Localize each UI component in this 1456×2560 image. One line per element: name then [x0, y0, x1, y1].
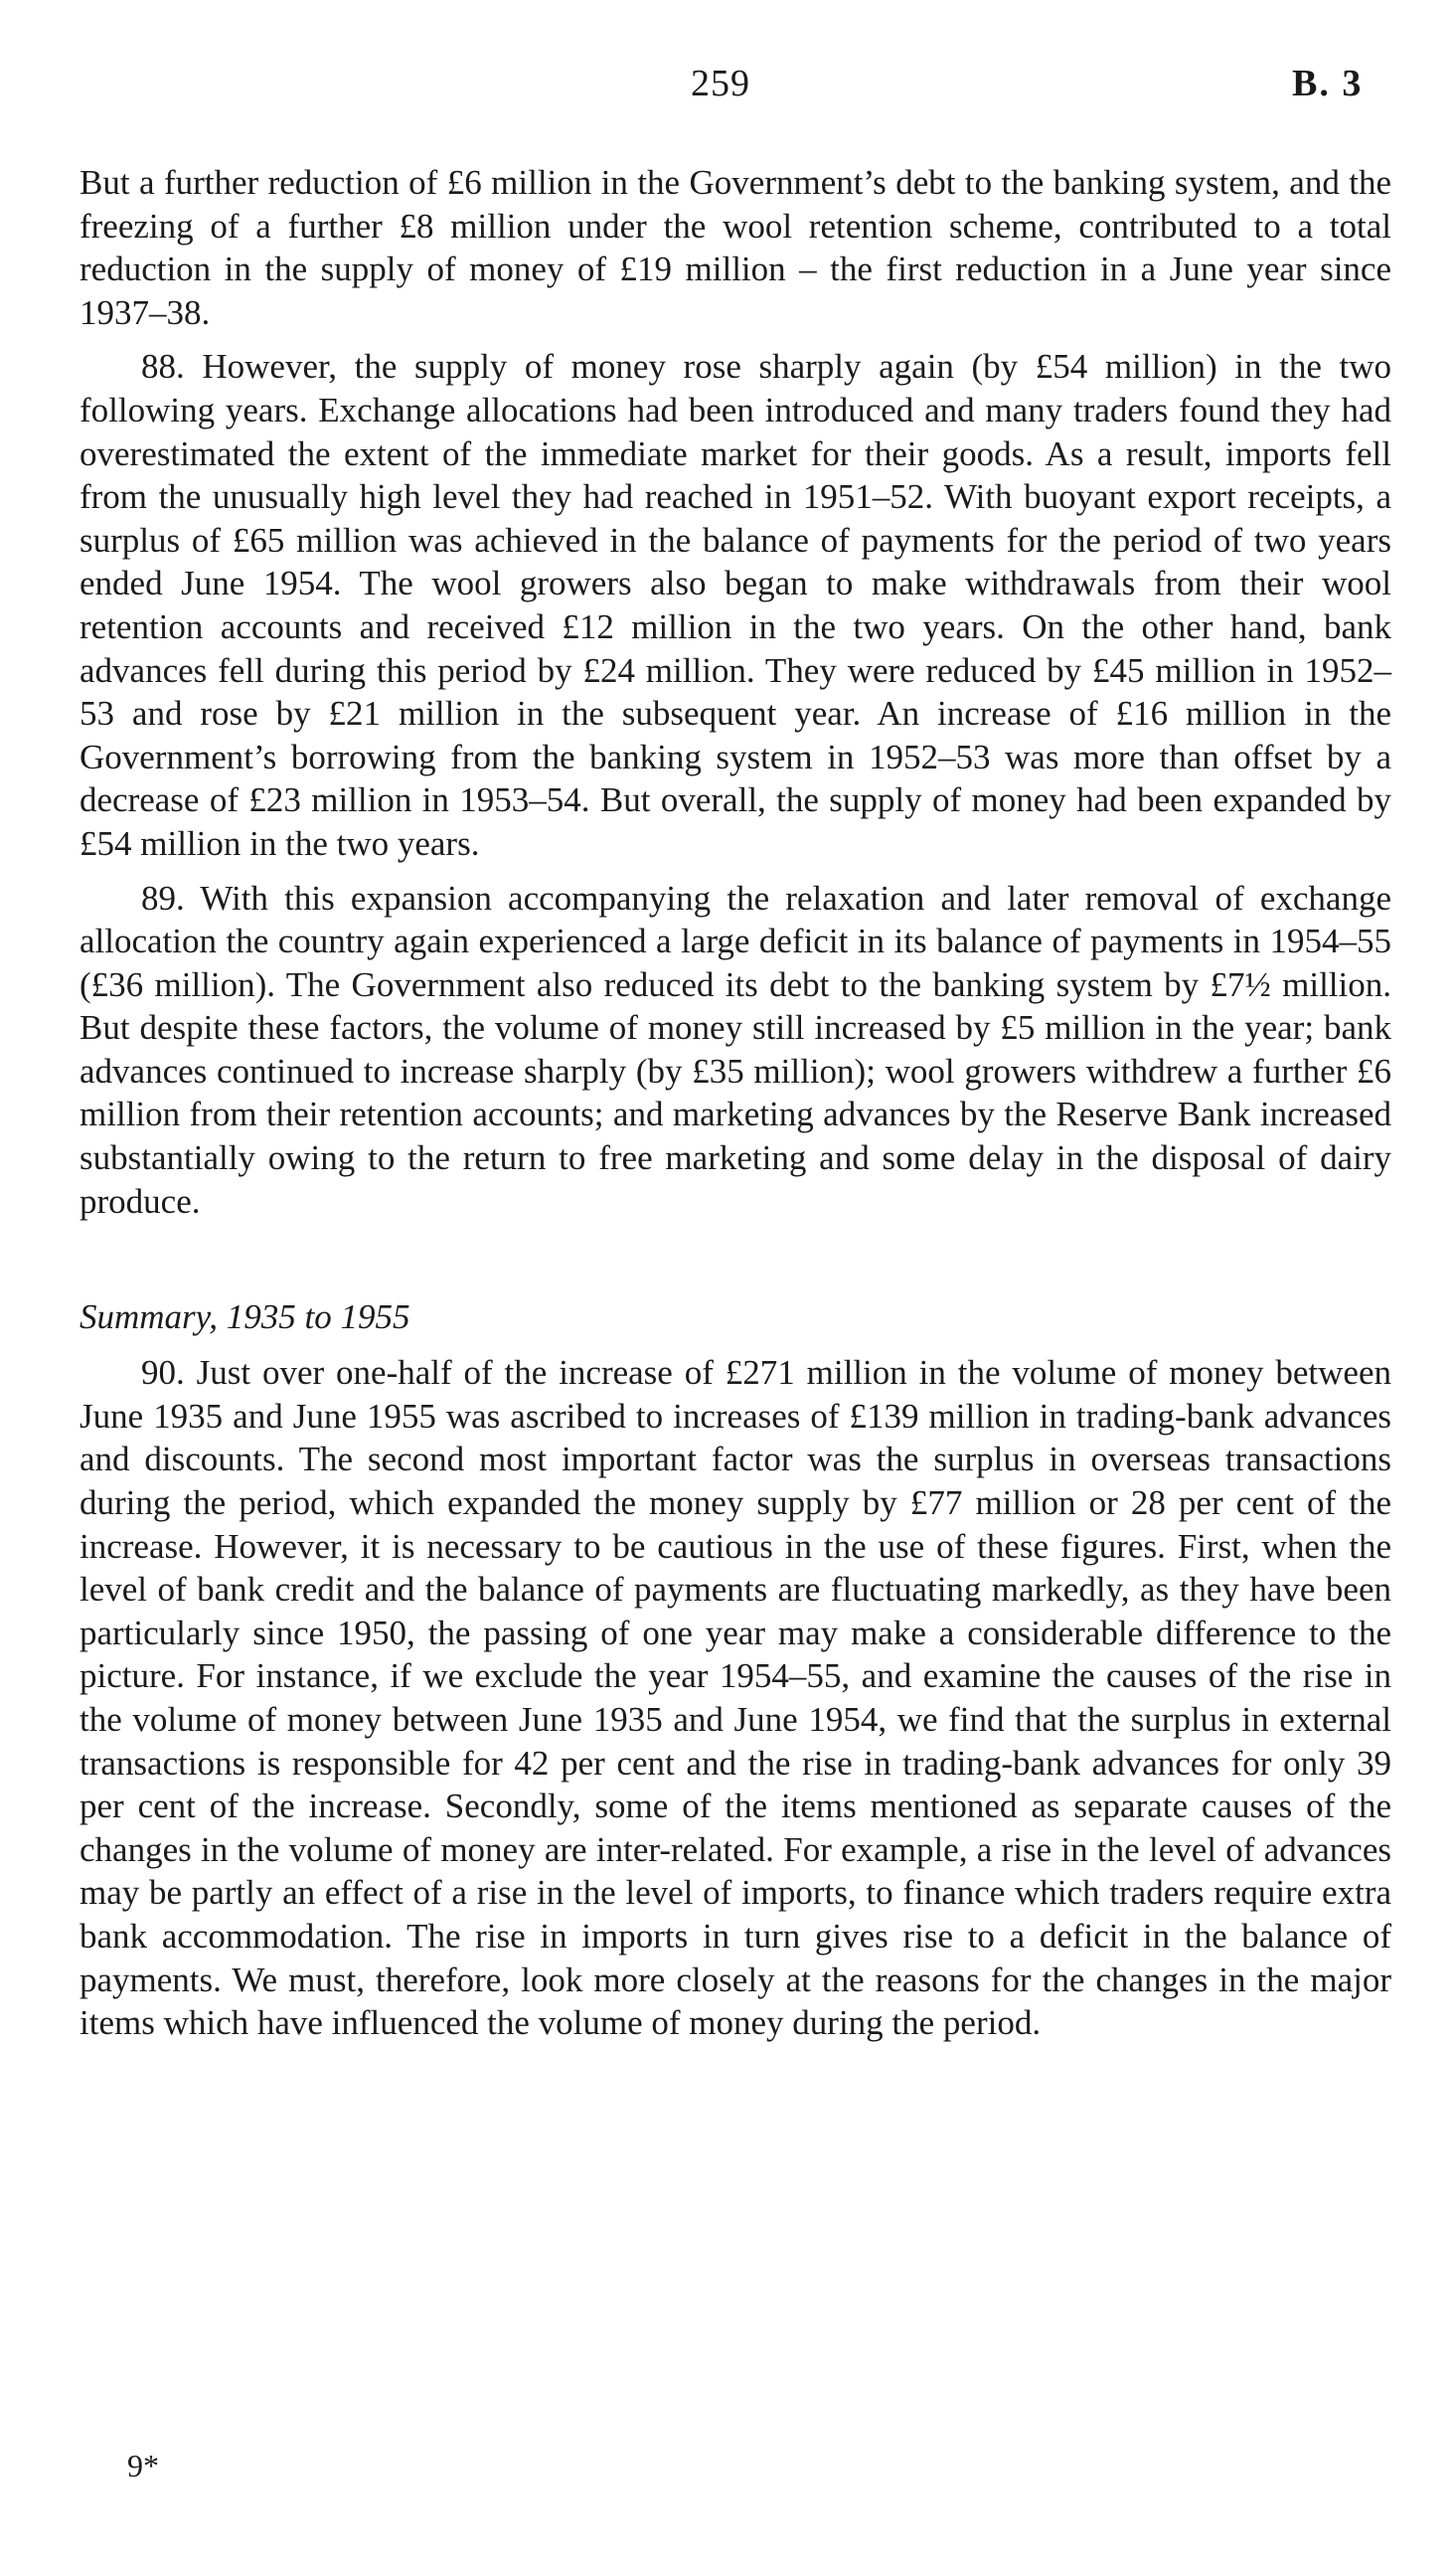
body-text: [80, 161, 1391, 2045]
paragraph-90: 90. Just over one-half of the increase of £271 million in the volume of money between June 1935 and June 1955 was ascribed to increases of £139 million in trading-bank advances and discounts. The second most important factor was the surplus in overseas transactions during the period, which expanded the money supply by £77 million or 28 per cent of the increase. However, it is necessary to be cautious in the use of these figures. First, when the level of bank credit and the balance of payments are fluctuating markedly, as they have been particularly since 1950, the passing of one year may make a considerable difference to the picture. For instance, if we exclude the year 1954–55, and examine the causes of the rise in the volume of money between June 1935 and June 1954, we find that the surplus in external transactions is responsible for 42 per cent and the rise in trading-bank advances for only 39 per cent of the increase. Secondly, some of the items mentioned as separate causes of the changes in the volume of money are inter-related. For example, a rise in the level of advances may be partly an effect of a rise in the level of imports, to finance which traders require extra bank accommodation. The rise in imports in turn gives rise to a deficit in the balance of payments. We must, therefore, look more closely at the reasons for the changes in the major items which have influenced the volume of money during the period.: [80, 1353, 1391, 2043]
page-number: 259: [691, 63, 750, 104]
section-reference: B. 3: [1292, 63, 1364, 104]
section-heading: Summary, 1935 to 1955: [80, 1297, 410, 1337]
paragraph-88: 88. However, the supply of money rose sharply again (by £54 million) in the two following years. Exchange allocations had been introduced and many traders found they had overestimated the extent of the immediate market for their goods. As a result, imports fell from the unusually high level they had reached in 1951–52. With buoyant export receipts, a surplus of £65 million was achieved in the balance of payments for the period of two years ended June 1954. The wool growers also began to make withdrawals from their wool retention accounts and received £12 million in the two years. On the other hand, bank advances fell during this period by £24 million. They were reduced by £45 million in 1952–53 and rose by £21 million in the subsequent year. An increase of £16 million in the Government’s borrowing from the banking system in 1952–53 was more than offset by a decrease of £23 million in 1953–54. But overall, the supply of money had been expanded by £54 million in the two years.: [80, 347, 1391, 863]
paragraph-89: 89. With this expansion accompanying the relaxation and later removal of exchange allocation the country again experienced a large deficit in its balance of payments in 1954–55 (£36 million). The Government also reduced its debt to the banking system by £7½ million. But despite these factors, the volume of money still increased by £5 million in the year; bank advances continued to increase sharply (by £35 million); wool growers withdrew a further £6 million from their retention accounts; and marketing advances by the Reserve Bank increased substantially owing to the return to free marketing and some delay in the disposal of dairy produce.: [80, 878, 1391, 1221]
paragraph-continuation: But a further reduction of £6 million in the Government’s debt to the banking system, and the freezing of a further £8 million under the wool retention scheme, contributed to a total reduction in the supply of money of £19 million – the first reduction in a June year since 1937–38.: [80, 163, 1391, 332]
signature-mark: 9*: [127, 2448, 159, 2483]
